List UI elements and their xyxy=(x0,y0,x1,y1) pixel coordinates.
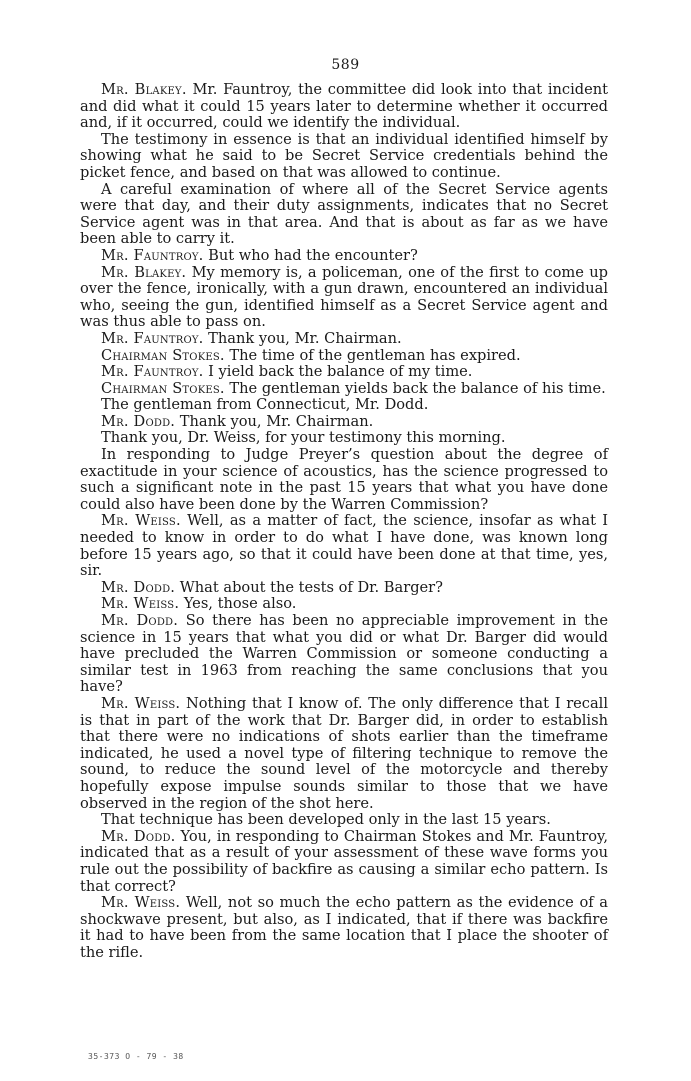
paragraph-text: I yield back the balance of my time. xyxy=(208,363,473,381)
speaker-name: Chairman Stokes. xyxy=(101,379,225,397)
paragraph-text: What about the tests of Dr. Barger? xyxy=(179,578,443,596)
paragraph xyxy=(80,364,608,381)
paragraph-text: Well, not so much the echo pattern as the evidence of a shockwave present, but also, as I indicated, that if there was backfire it had to have been from the same location that I place the shooter of the rifle. xyxy=(80,894,608,961)
paragraph-text: The gentleman yields back the balance of his time. xyxy=(229,379,606,397)
paragraph xyxy=(80,414,608,431)
paragraph xyxy=(80,696,608,812)
paragraph xyxy=(80,182,608,248)
paragraph xyxy=(80,430,608,447)
paragraph xyxy=(80,596,608,613)
paragraph xyxy=(80,248,608,265)
speaker-name: Mr. Fauntroy. xyxy=(101,329,204,347)
paragraph-text: Mr. Fauntroy, the committee did look into that incident and did what it could 15 years later to determine whether it occurred and, if it occurred, could we identify the individual. xyxy=(80,81,608,132)
speaker-name: Mr. Blakey. xyxy=(101,81,187,98)
speaker-name: Mr. Weiss. xyxy=(101,694,181,712)
paragraph-text: The time of the gentleman has expired. xyxy=(229,346,521,364)
paragraph xyxy=(80,613,608,696)
paragraph xyxy=(80,447,608,513)
paragraph xyxy=(80,397,608,414)
paragraph-text: That technique has been developed only in the last 15 years. xyxy=(101,811,551,829)
paragraph-text: But who had the encounter? xyxy=(208,246,418,264)
speaker-name: Mr. Dodd. xyxy=(101,412,176,430)
paragraph-text: So there has been no appreciable improvement in the science in 15 years that what you did or what Dr. Barger did would have precluded the Warren Commission or someone conducting a similar test in 1963 from reaching the same conclusions that you have? xyxy=(80,612,609,696)
speaker-name: Mr. Fauntroy. xyxy=(101,246,204,264)
paragraph-text: A careful examination of where all of the Secret Service agents were that day, and their duty assignments, indicates that no Secret Service agent was in that area. And that is about as far as we have been able to carry it. xyxy=(80,180,608,248)
paragraph xyxy=(80,348,608,365)
speaker-name: Mr. Weiss. xyxy=(101,595,180,613)
paragraph-text: Nothing that I know of. The only difference that I recall is that in part of the work that Dr. Barger did, in order to establish that there were no indications of shots earlier than the timeframe indicated, he used a novel type of filtering technique to remove the sound, to reduce the sound level of the motorcycle and thereby hopefully expose impulse sounds similar to those that we have observed in the region of the shot here. xyxy=(80,694,609,812)
speaker-name: Mr. Blakey. xyxy=(101,263,187,281)
paragraph xyxy=(80,895,608,961)
paragraph-text: The testimony in essence is that an individual identified himself by showing what he said to be Secret Service credentials behind the picket fence, and based on that was allowed to continue. xyxy=(80,130,608,181)
paragraph xyxy=(80,829,608,895)
transcript-body xyxy=(80,82,608,961)
paragraph-text: In responding to Judge Preyer’s question about the degree of exactitude in your science of acoustics, has the science progressed to such a significant note in the past 15 years that what you have done could also have been done by the Warren Commission? xyxy=(80,446,608,513)
paragraph xyxy=(80,132,608,182)
paragraph-text: My memory is, a policeman, one of the first to come up over the fence, ironically, with a gun drawn, encountered an individual who, seeing the gun, identified himself as a Secret Service agent and was thus able to pass on. xyxy=(80,263,608,331)
paragraph-text: Thank you, Mr. Chairman. xyxy=(208,329,402,347)
paragraph xyxy=(80,82,608,132)
paragraph xyxy=(80,580,608,597)
paragraph xyxy=(80,331,608,348)
paragraph xyxy=(80,381,608,398)
speaker-name: Mr. Dodd. xyxy=(101,612,179,629)
speaker-name: Mr. Weiss. xyxy=(101,512,181,530)
paragraph-text: Well, as a matter of fact, the science, insofar as what I needed to know in order to do what I have done, was known long before 15 years ago, so that it could have been done at that time, yes, sir. xyxy=(80,512,609,580)
print-footer-code: 35-373 O - 79 - 38 xyxy=(88,1052,184,1061)
paragraph-text: Yes, those also. xyxy=(183,595,297,613)
paragraph xyxy=(80,265,608,331)
page-number: 589 xyxy=(331,57,360,73)
paragraph xyxy=(80,513,608,579)
paragraph-text: Thank you, Dr. Weiss, for your testimony this morning. xyxy=(101,429,506,447)
paragraph-text: Thank you, Mr. Chairman. xyxy=(179,412,374,430)
paragraph-text: You, in responding to Chairman Stokes and Mr. Fauntroy, indicated that as a result of your assessment of these wave forms you rule out the possibility of backfire as causing a similar echo pattern. Is that correct? xyxy=(80,827,608,895)
speaker-name: Mr. Weiss. xyxy=(101,894,181,912)
paragraph-text: The gentleman from Connecticut, Mr. Dodd. xyxy=(101,396,429,414)
speaker-name: Mr. Fauntroy. xyxy=(101,363,204,381)
speaker-name: Mr. Dodd. xyxy=(101,827,176,845)
speaker-name: Chairman Stokes. xyxy=(101,346,225,364)
speaker-name: Mr. Dodd. xyxy=(101,578,176,596)
paragraph xyxy=(80,812,608,829)
